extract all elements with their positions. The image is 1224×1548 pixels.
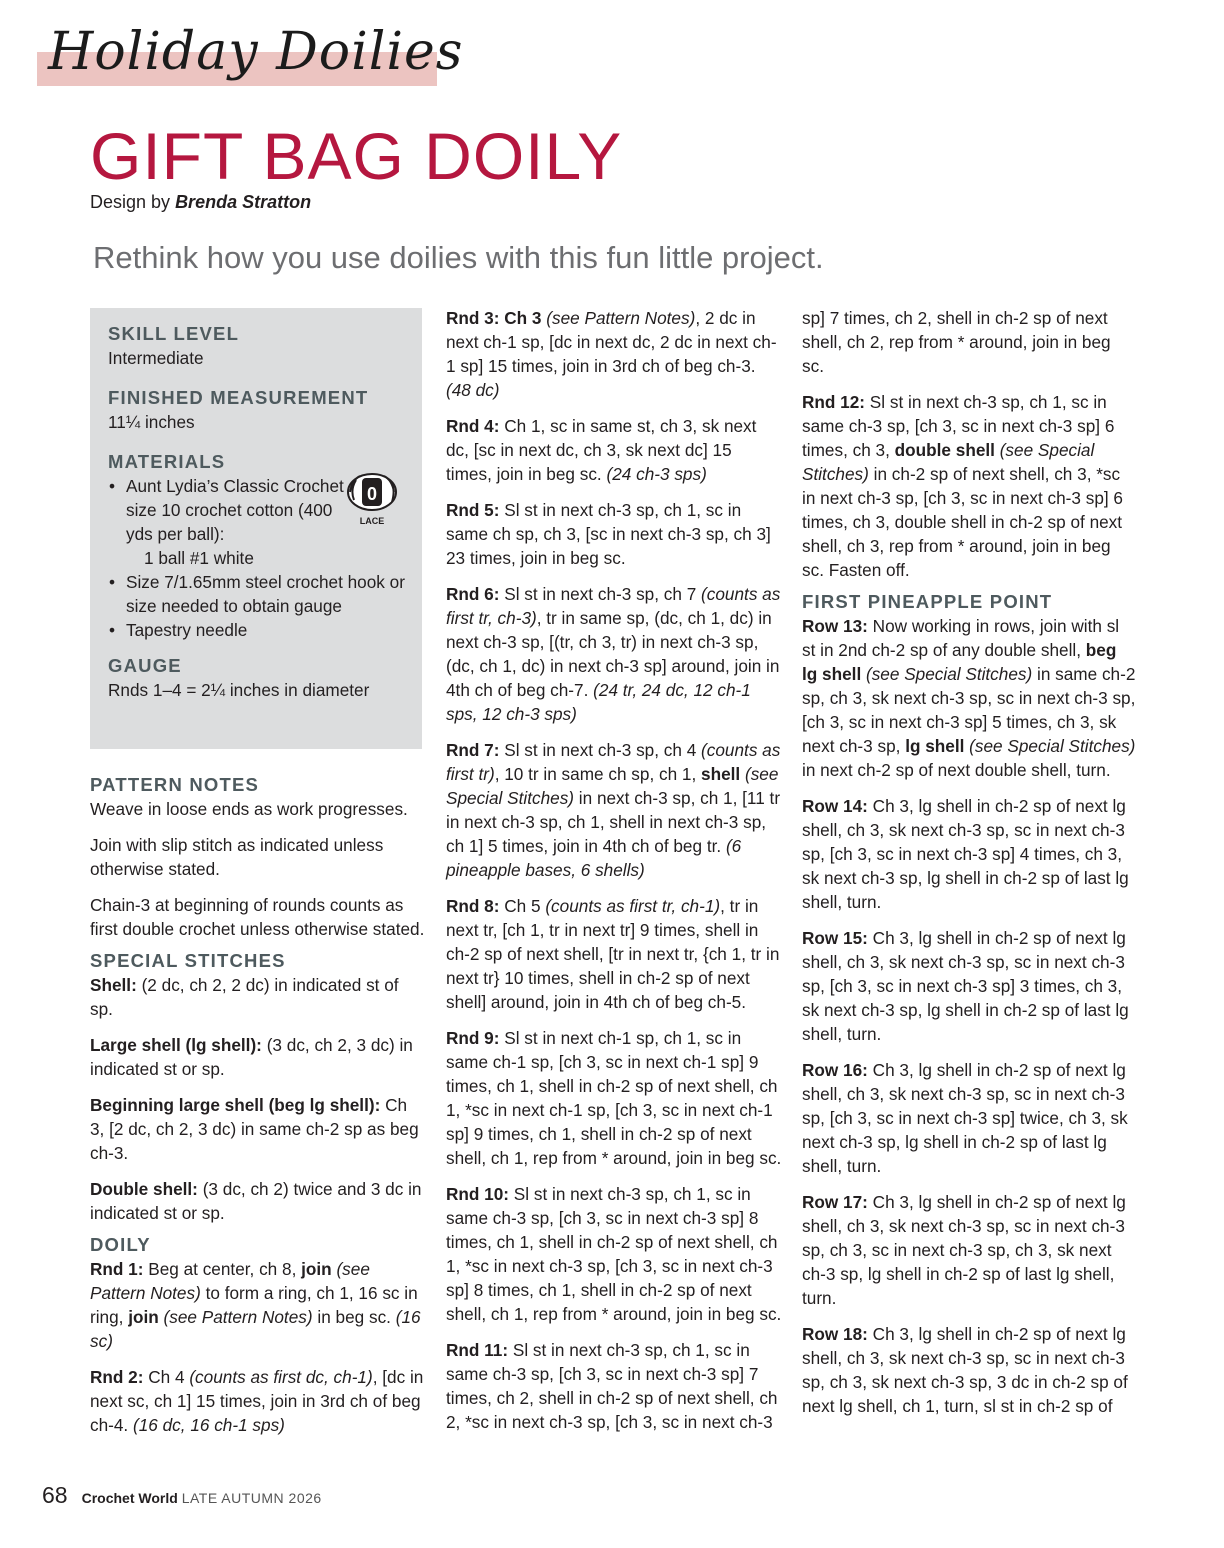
materials-item: • Tapestry needle bbox=[126, 618, 408, 642]
row-13: Row 13: Now working in rows, join with sl st in 2nd ch-2 sp of any double shell, beg lg shell (see Special Stitches) in same ch-2 sp, ch 3, sk next ch-3 sp, sc in next ch-3 sp, [ch 3, sc in next ch-3 sp] 5 times, ch 3, sk next ch-3 sp, lg shell (see Special Stitches) in next ch-2 sp of next double shell, turn. bbox=[802, 616, 1136, 780]
designer-name: Brenda Stratton bbox=[175, 192, 312, 212]
byline-prefix: Design by bbox=[90, 192, 171, 212]
special-stitch-shell: Shell: (2 dc, ch 2, 2 dc) in indicated st of sp. bbox=[90, 975, 399, 1019]
page-number: 68 bbox=[42, 1482, 68, 1508]
pattern-note: Chain-3 at beginning of rounds counts as first double crochet unless otherwise stated. bbox=[90, 895, 425, 939]
column-middle bbox=[446, 306, 782, 1446]
page-title: GIFT BAG DOILY bbox=[90, 119, 623, 193]
gauge-heading: GAUGE bbox=[108, 655, 182, 676]
round-3: Rnd 3: Ch 3 (see Pattern Notes), 2 dc in next ch-1 sp, [dc in next dc, 2 dc in next ch-1 sp] 15 times, join in 3rd ch of beg ch-3. (48 dc) bbox=[446, 308, 777, 400]
round-10: Rnd 10: Sl st in next ch-3 sp, ch 1, sc in same ch-3 sp, [ch 3, sc in next ch-3 sp] 8 times, ch 1, shell in ch-2 sp of next shell, ch 1, *sc in next ch-3 sp, [ch 3, sc in next ch-3 sp] 8 times, ch 1, shell in ch-2 sp of next shell, ch 1, rep from * around, join in beg sc. bbox=[446, 1184, 782, 1324]
materials-subitem: 1 ball #1 white bbox=[144, 548, 254, 568]
materials-heading: MATERIALS bbox=[108, 451, 226, 472]
special-stitches-heading: SPECIAL STITCHES bbox=[90, 950, 286, 971]
round-2: Rnd 2: Ch 4 (counts as first dc, ch-1), [dc in next sc, ch 1] 15 times, join in 3rd ch of beg ch-4. (16 dc, 16 ch-1 sps) bbox=[90, 1367, 424, 1435]
round-7: Rnd 7: Sl st in next ch-3 sp, ch 4 (counts as first tr), 10 tr in same ch sp, ch 1, shell (see Special Stitches) in next ch-3 sp, ch 1, [11 tr in next ch-3 sp, ch 1, shell in next ch-3 sp, ch 1] 5 times, join in 4th ch of beg tr. (6 pineapple bases, 6 shells) bbox=[446, 740, 781, 880]
column-right bbox=[802, 306, 1136, 1430]
finished-measurement-heading: FINISHED MEASUREMENT bbox=[108, 387, 369, 408]
magazine-name: Crochet World bbox=[81, 1490, 178, 1506]
row-15: Row 15: Ch 3, lg shell in ch-2 sp of next lg shell, ch 3, sk next ch-3 sp, sc in next ch-3 sp, [ch 3, sc in next ch-3 sp] 3 times, ch 3, sk next ch-3 sp, lg shell in ch-2 sp of last lg shell, turn. bbox=[802, 928, 1129, 1044]
deck-subtitle: Rethink how you use doilies with this fun little project. bbox=[93, 240, 824, 275]
round-12: Rnd 12: Sl st in next ch-3 sp, ch 1, sc in same ch-3 sp, [ch 3, sc in next ch-3 sp] 6 times, ch 3, double shell (see Special Stitches) in ch-2 sp of next shell, ch 3, *sc in next ch-3 sp, [ch 3, sc in next ch-3 sp] 6 times, ch 3, double shell in ch-2 sp of next shell, ch 3, rep from * around, join in beg sc. Fasten off. bbox=[802, 392, 1123, 580]
pattern-note: Weave in loose ends as work progresses. bbox=[90, 799, 408, 819]
round-6: Rnd 6: Sl st in next ch-3 sp, ch 7 (counts as first tr, ch-3), tr in same sp, (dc, ch 1, dc) in next ch-3 sp, [(tr, ch 3, tr) in next ch-3 sp, (dc, ch 1, dc) in next ch-3 sp] around, join in 4th ch of beg ch-7. (24 tr, 24 dc, 12 ch-1 sps, 12 ch-3 sps) bbox=[446, 584, 781, 724]
pattern-note: Join with slip stitch as indicated unless otherwise stated. bbox=[90, 835, 384, 879]
materials-item: • Aunt Lydia’s Classic Crochet size 10 crochet cotton (400 yds per ball): bbox=[126, 474, 348, 546]
round-1: Rnd 1: Beg at center, ch 8, join (see Pattern Notes) to form a ring, ch 1, 16 sc in ring, join (see Pattern Notes) in beg sc. (16 sc) bbox=[90, 1259, 421, 1351]
round-4: Rnd 4: Ch 1, sc in same st, ch 3, sk next dc, [sc in next dc, ch 3, sk next dc] 15 times, join in beg sc. (24 ch-3 sps) bbox=[446, 416, 757, 484]
byline bbox=[90, 192, 311, 213]
row-16: Row 16: Ch 3, lg shell in ch-2 sp of next lg shell, ch 3, sk next ch-3 sp, sc in next ch-3 sp, [ch 3, sc in next ch-3 sp] twice, ch 3, sk next ch-3 sp, lg shell in ch-2 sp of last lg shell, turn. bbox=[802, 1060, 1128, 1176]
row-14: Row 14: Ch 3, lg shell in ch-2 sp of next lg shell, ch 3, sk next ch-3 sp, sc in next ch-3 sp, [ch 3, sc in next ch-3 sp] 4 times, ch 3, sk next ch-3 sp, lg shell in ch-2 sp of last lg shell, turn. bbox=[802, 796, 1129, 912]
yarn-weight-number: 0 bbox=[366, 484, 378, 504]
column-left bbox=[90, 773, 426, 1449]
first-pineapple-point-heading: FIRST PINEAPPLE POINT bbox=[802, 591, 1053, 612]
materials-list-cont bbox=[108, 570, 408, 642]
round-8: Rnd 8: Ch 5 (counts as first tr, ch-1), tr in next tr, [ch 1, tr in next tr] 9 times, shell in ch-2 sp of next shell, [tr in next tr, {ch 1, tr in next tr} 10 times, shell in ch-2 sp of next shell] around, join in 4th ch of beg ch-5. bbox=[446, 896, 780, 1012]
doily-heading: DOILY bbox=[90, 1234, 151, 1255]
materials-list bbox=[108, 474, 348, 546]
pattern-notes-heading: PATTERN NOTES bbox=[90, 774, 260, 795]
round-5: Rnd 5: Sl st in next ch-3 sp, ch 1, sc in same ch sp, ch 3, [sc in next ch-3 sp, ch 3] 23 times, join in beg sc. bbox=[446, 500, 771, 568]
round-11-continued: sp] 7 times, ch 2, shell in ch-2 sp of next shell, ch 2, rep from * around, join in beg sc. bbox=[802, 308, 1111, 376]
round-9: Rnd 9: Sl st in next ch-1 sp, ch 1, sc in same ch-1 sp, [ch 3, sc in next ch-1 sp] 9 times, ch 1, shell in ch-2 sp of next shell, ch 1, *sc in next ch-1 sp, [ch 3, sc in next ch-1 sp] 9 times, ch 1, shell in ch-2 sp of next shell, ch 1, rep from * around, join in beg sc. bbox=[446, 1028, 782, 1168]
skill-level-heading: SKILL LEVEL bbox=[108, 323, 240, 344]
round-11: Rnd 11: Sl st in next ch-3 sp, ch 1, sc in same ch-3 sp, [ch 3, sc in next ch-3 sp] 7 times, ch 2, shell in ch-2 sp of next shell, ch 2, *sc in next ch-3 sp, [ch 3, sc in next ch-3 bbox=[446, 1340, 778, 1432]
skill-level-value: Intermediate bbox=[108, 348, 204, 368]
special-stitch-large-shell: Large shell (lg shell): (3 dc, ch 2, 3 dc) in indicated st or sp. bbox=[90, 1035, 413, 1079]
materials-item: • Size 7/1.65mm steel crochet hook or size needed to obtain gauge bbox=[126, 570, 408, 618]
issue-label: LATE AUTUMN 2026 bbox=[181, 1490, 322, 1506]
finished-measurement-value: 11¼ inches bbox=[108, 412, 195, 432]
special-stitch-double-shell: Double shell: (3 dc, ch 2) twice and 3 dc in indicated st or sp. bbox=[90, 1179, 422, 1223]
gauge-value: Rnds 1–4 = 2¼ inches in diameter bbox=[108, 680, 370, 700]
section-banner-title: Holiday Doilies bbox=[48, 22, 464, 82]
page-footer bbox=[42, 1482, 322, 1509]
row-17: Row 17: Ch 3, lg shell in ch-2 sp of next lg shell, ch 3, sk next ch-3 sp, sc in next ch-3 sp, ch 3, sc in next ch-3 sp, ch 3, sk next ch-3 sp, lg shell in ch-2 sp of last lg shell, turn. bbox=[802, 1192, 1126, 1308]
yarn-weight-lace-icon bbox=[346, 472, 398, 528]
special-stitch-beg-large-shell: Beginning large shell (beg lg shell): Ch 3, [2 dc, ch 2, 3 dc) in same ch-2 sp as beg ch-3. bbox=[90, 1095, 419, 1163]
info-box bbox=[90, 308, 422, 749]
yarn-weight-label: LACE bbox=[359, 516, 385, 526]
row-18: Row 18: Ch 3, lg shell in ch-2 sp of next lg shell, ch 3, sk next ch-3 sp, sc in next ch-3 sp, ch 3, sk next ch-3 sp, 3 dc in ch-2 sp of next lg shell, ch 1, turn, sl st in ch-2 sp of bbox=[802, 1324, 1128, 1416]
